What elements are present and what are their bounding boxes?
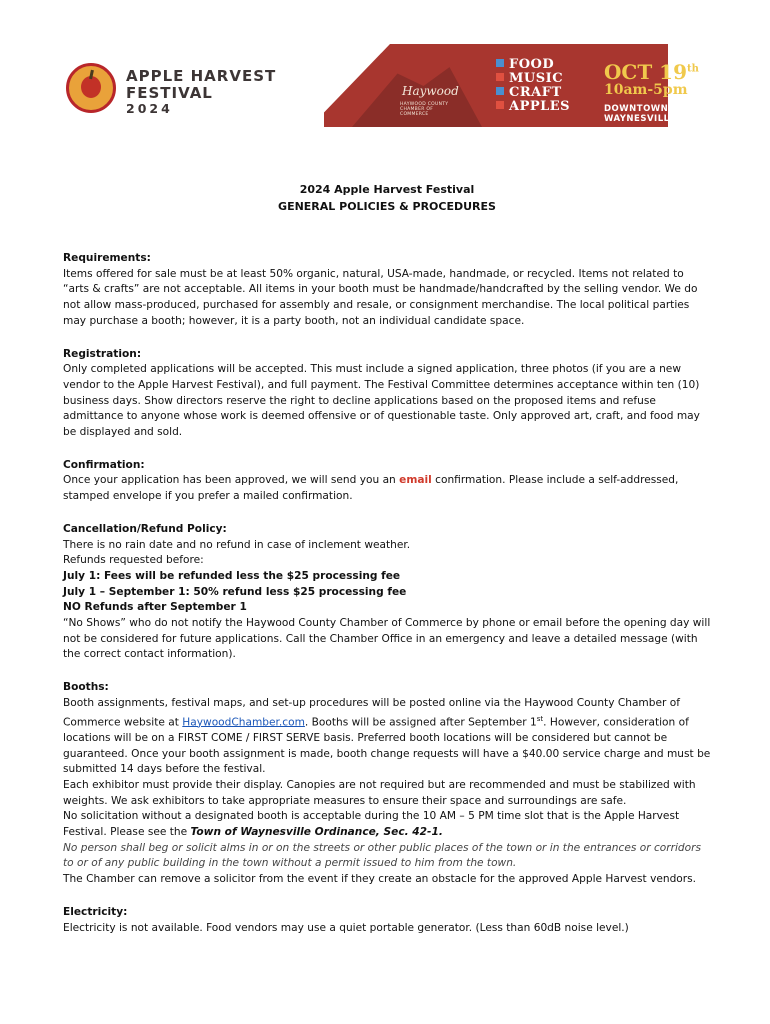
event-place: DOWNTOWN WAYNESVILLE xyxy=(604,104,676,124)
cancellation-line: Refunds requested before: xyxy=(63,554,204,567)
haywood-chamber-link[interactable]: HaywoodChamber.com xyxy=(182,716,305,729)
section-heading: Requirements: xyxy=(63,252,151,264)
section-body: Once your application has been approved, we will send you an email confirmation. Please include a self-addressed, stamped envelope if you prefer a mailed confirmation. xyxy=(63,474,679,503)
document-title: 2024 Apple Harvest Festival xyxy=(299,183,475,196)
category-food: FOOD xyxy=(496,58,554,72)
cancellation-line: There is no rain date and no refund in case of inclement weather. xyxy=(63,538,411,551)
section-heading: Booths: xyxy=(63,681,109,694)
section-body: Electricity is not available. Food vendors may use a quiet portable generator. (Less than 60dB noise level.) xyxy=(63,921,629,934)
section-heading: Registration: xyxy=(63,347,142,360)
logo-year: 2024 xyxy=(126,101,173,116)
festival-banner xyxy=(64,44,699,127)
email-highlight: email xyxy=(399,474,432,487)
booths-paragraph: Each exhibitor must provide their display. Canopies are not required but are recommended and must be stabilized with weights. We ask exhibitors to take appropriate measures to ensure their space and surroundings are safe. xyxy=(63,778,696,807)
category-craft: CRAFT xyxy=(496,86,562,100)
category-apples: APPLES xyxy=(496,100,570,114)
refund-rule: July 1 – September 1: 50% refund less $25 processing fee xyxy=(63,585,407,598)
section-heading: Electricity: xyxy=(63,905,128,918)
square-icon xyxy=(496,87,504,95)
logo-title-line1: APPLE HARVEST xyxy=(126,67,277,85)
booths-paragraph: The Chamber can remove a solicitor from the event if they create an obstacle for the approved Apple Harvest vendors. xyxy=(63,873,697,886)
refund-rule: July 1: Fees will be refunded less the $25 processing fee xyxy=(63,569,401,582)
apple-logo-icon xyxy=(66,63,116,113)
section-cancellation xyxy=(63,522,711,663)
category-music: MUSIC xyxy=(496,72,563,86)
section-body: Items offered for sale must be at least 50% organic, natural, USA-made, handmade, or recycled. Items not related to “arts & crafts” are not acceptable. All items in your booth must be handmade/handcrafted by the selling vendor. We do not allow mass-produced, purchased for assembly and resale, or consignment merchandise. The local political parties may purchase a booth; however, it is a party booth, not an individual candidate space. xyxy=(63,267,698,327)
chamber-sub-logo: HAYWOOD COUNTY CHAMBER OF COMMERCE xyxy=(400,102,449,117)
section-body: Only completed applications will be accepted. This must include a signed application, three photos (if you are a new vendor to the Apple Harvest Festival), and full payment. The Festival Committee determines acceptance within ten (10) business days. Show directors reserve the right to decline applications based on the proposed items and refuse admittance to anyone whose work is deemed offensive or of questionable taste. Only approved art, craft, and food may be displayed and sold. xyxy=(63,363,700,439)
policy-document xyxy=(63,181,711,936)
logo-title xyxy=(126,68,276,102)
square-icon xyxy=(496,59,504,67)
no-shows-text: “No Shows” who do not notify the Haywood County Chamber of Commerce by phone or email before the opening day will not be considered for future applications. Call the Chamber Office in an emergency and leave a detailed message (with the correct contact information). xyxy=(63,617,711,661)
haywood-script-logo: Haywood xyxy=(402,84,459,98)
section-requirements xyxy=(63,251,711,330)
section-heading: Confirmation: xyxy=(63,458,145,471)
logo-title-line2: FESTIVAL xyxy=(126,84,213,102)
section-heading: Cancellation/Refund Policy: xyxy=(63,522,227,535)
ordinance-text: No person shall beg or solicit alms in or on the streets or other public places of the town or in the entrances or corridors to or of any public building in the town without a permit issued to him from the town. xyxy=(63,841,701,870)
section-confirmation xyxy=(63,458,711,505)
section-booths xyxy=(63,680,711,888)
event-date: OCT 19th xyxy=(604,60,699,84)
square-icon xyxy=(496,101,504,109)
section-registration xyxy=(63,347,711,441)
section-electricity xyxy=(63,905,711,936)
booths-paragraph: Booth assignments, festival maps, and set-up procedures will be posted online via the Haywood County Chamber of Commerce website at HaywoodChamber.com. Booths will be assigned after September 1st. However, consideration of locations will be on a FIRST COME / FIRST SERVE basis. Preferred booth locations will be considered but cannot be guaranteed. Once your booth assignment is made, booth change requests will have a $40.00 service charge and must be submitted 14 days before the festival. xyxy=(63,696,711,776)
document-subtitle: GENERAL POLICIES & PROCEDURES xyxy=(278,200,496,213)
refund-rule: NO Refunds after September 1 xyxy=(63,601,247,614)
event-time: 10am-5pm xyxy=(604,82,688,98)
square-icon xyxy=(496,73,504,81)
solicitation-paragraph: No solicitation without a designated booth is acceptable during the 10 AM – 5 PM time slot that is the Apple Harvest Festival. Please see the Town of Waynesville Ordinance, Sec. 42-1. xyxy=(63,810,680,839)
ordinance-title: Town of Waynesville Ordinance, Sec. 42-1. xyxy=(190,826,443,839)
